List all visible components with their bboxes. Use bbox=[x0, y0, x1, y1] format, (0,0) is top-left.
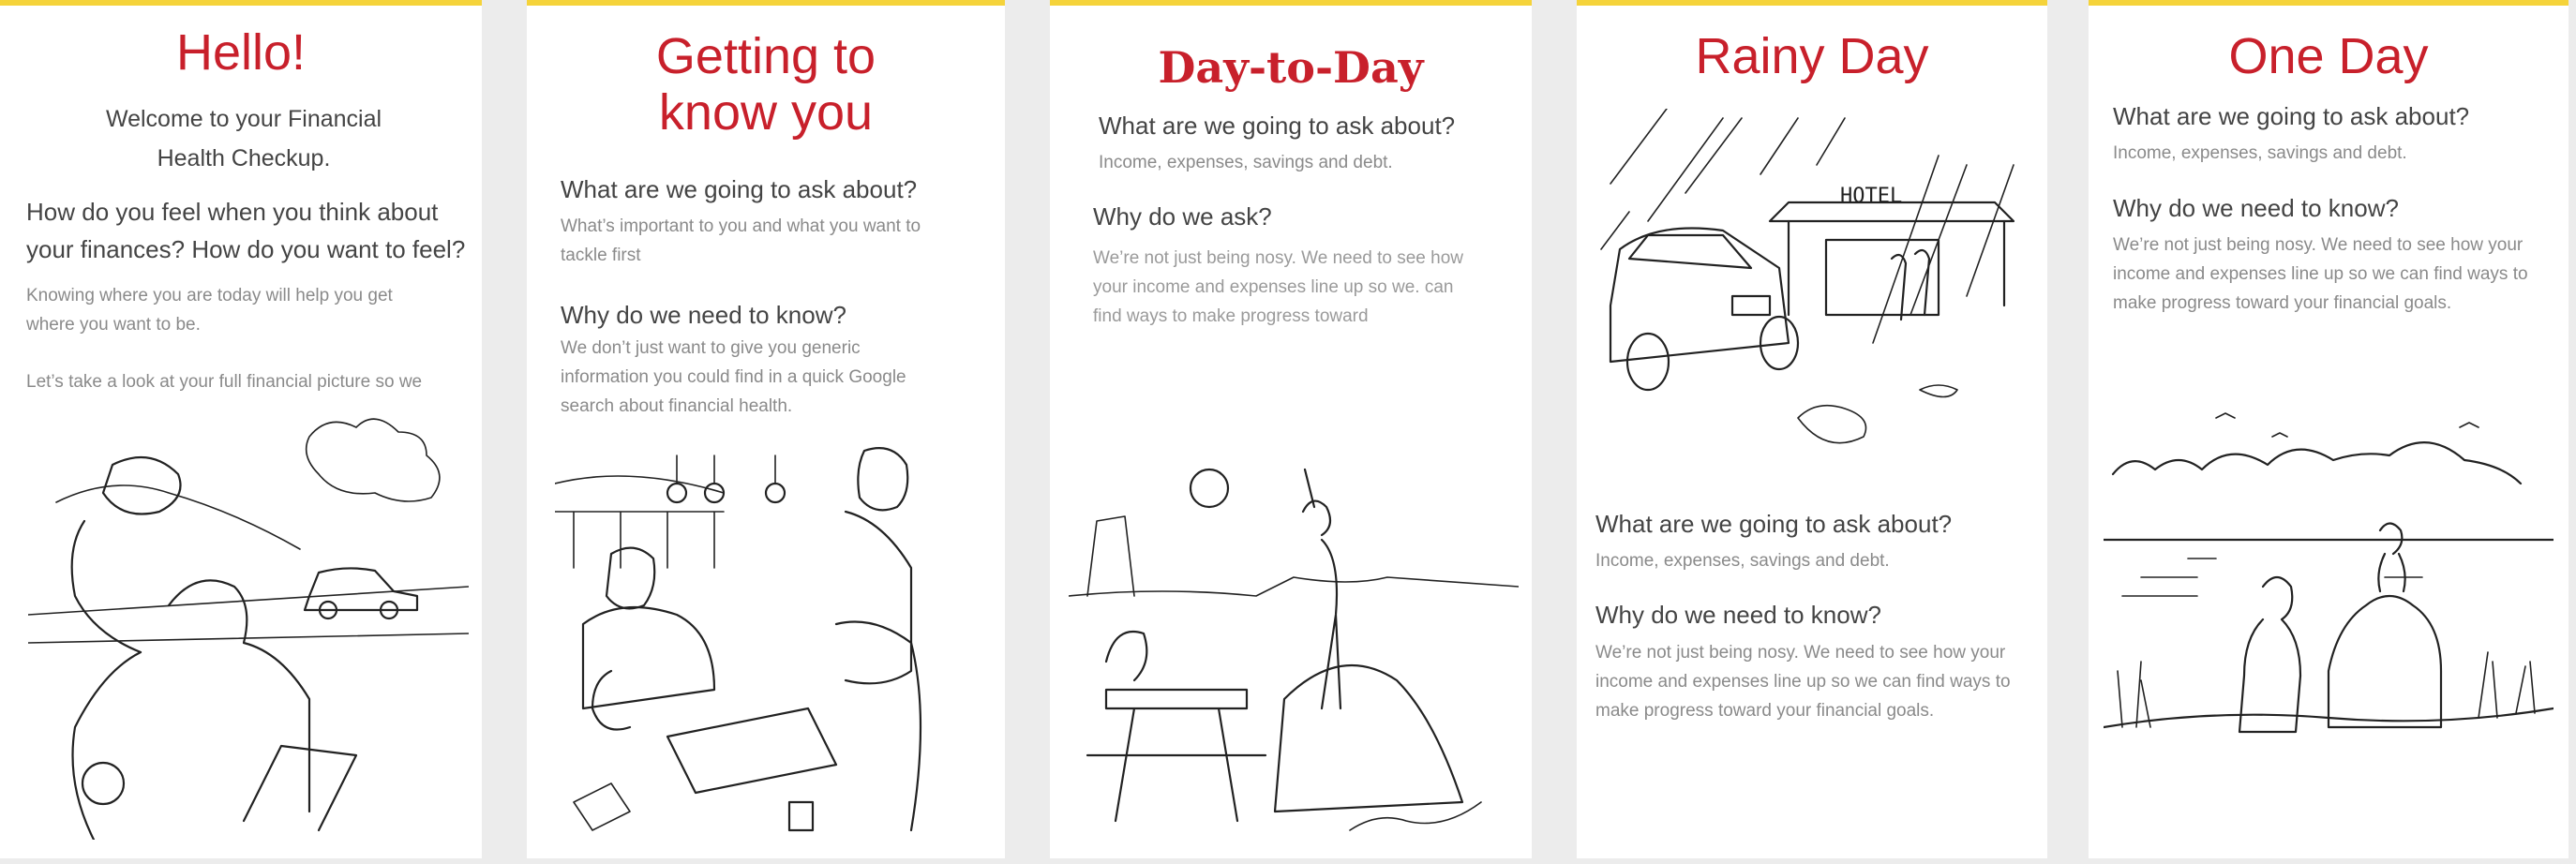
ask-about-heading: What are we going to ask about? bbox=[1595, 510, 1953, 538]
why-ask-answer: We’re not just being nosy. We need to see how your income and expenses line up so we. can find ways to make progress toward bbox=[1093, 248, 1464, 326]
family-kitchen-illustration bbox=[555, 437, 986, 849]
rainy-hotel-illustration bbox=[1592, 109, 2032, 502]
road-trip-illustration bbox=[28, 409, 469, 840]
sunset-family-illustration bbox=[2104, 390, 2554, 821]
why-know-answer: We’re not just being nosy. We need to see how your income and expenses line up so we can find ways to make progress toward your financial goals. bbox=[2113, 235, 2528, 313]
panel-one-day bbox=[2089, 0, 2569, 858]
panel-rainy-day bbox=[1577, 0, 2047, 858]
why-know-answer: We don’t just want to give you generic information you could find in a quick Google search about financial health. bbox=[561, 338, 906, 416]
panel-title: Rainy Day bbox=[1695, 28, 1929, 84]
why-ask-heading: Why do we ask? bbox=[1093, 202, 1272, 231]
panel-title: Day-to-Day bbox=[1158, 42, 1424, 93]
panel-getting-to-know-you bbox=[527, 0, 1005, 858]
panel-day-to-day bbox=[1050, 0, 1532, 858]
intro-body-continued: Let’s take a look at your full financial picture so we bbox=[26, 372, 423, 392]
ask-about-answer: Income, expenses, savings and debt. bbox=[1099, 153, 1393, 172]
camping-illustration bbox=[1069, 455, 1519, 849]
intro-question: How do you feel when you think about your finances? How do you want to feel? bbox=[26, 198, 466, 263]
why-know-heading: Why do we need to know? bbox=[2113, 194, 2399, 222]
ask-about-answer: What’s important to you and what you want to tackle first bbox=[561, 216, 921, 265]
panel-title: One Day bbox=[2228, 28, 2429, 84]
ask-about-answer: Income, expenses, savings and debt. bbox=[2113, 143, 2407, 163]
intro-body: Knowing where you are today will help you get where you want to be. bbox=[26, 286, 393, 335]
why-know-heading: Why do we need to know? bbox=[561, 301, 846, 329]
panel-hello bbox=[0, 0, 482, 858]
hotel-sign: HOTEL bbox=[1840, 185, 1903, 208]
ask-about-heading: What are we going to ask about? bbox=[1099, 112, 1456, 140]
panel-title: Hello! bbox=[175, 24, 307, 81]
ask-about-heading: What are we going to ask about? bbox=[561, 175, 918, 203]
why-know-answer: We’re not just being nosy. We need to see how your income and expenses line up so we can find ways to make progress toward your financial goals. bbox=[1595, 643, 2011, 721]
panel-title: Getting to know you bbox=[655, 28, 876, 141]
ask-about-answer: Income, expenses, savings and debt. bbox=[1595, 551, 1890, 571]
ask-about-heading: What are we going to ask about? bbox=[2113, 102, 2470, 130]
welcome-text: Welcome to your Financial Health Checkup. bbox=[105, 106, 382, 171]
why-know-heading: Why do we need to know? bbox=[1595, 601, 1881, 629]
